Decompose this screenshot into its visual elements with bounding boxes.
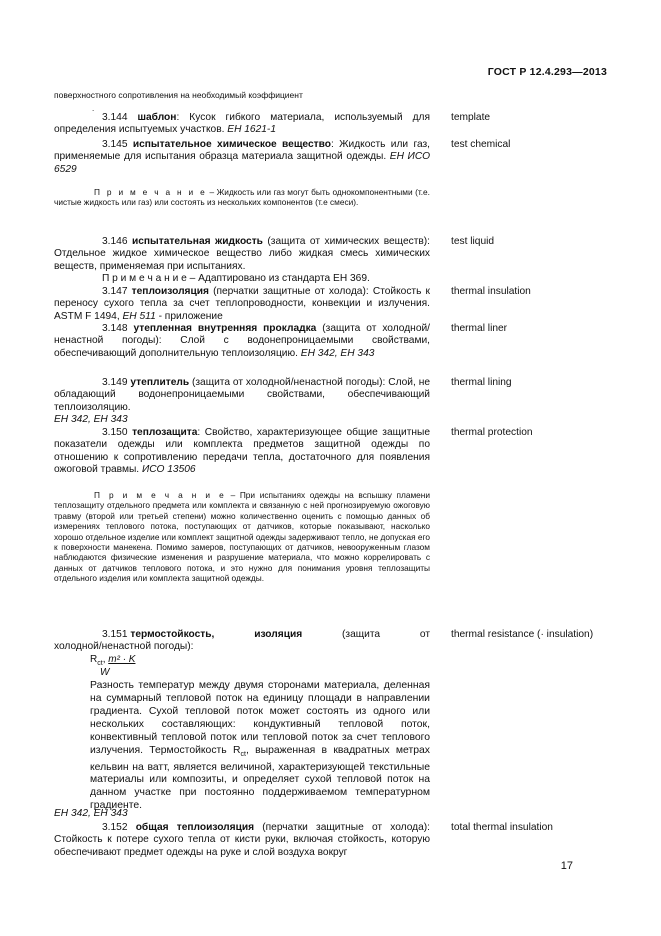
entry-3-148: 3.148 утепленная внутренняя прокладка (защита от холодной/ненастной погоды): Слой с водонепроницаемыми свойствами, обеспечивающий дополнительную теплоизоляцию. ЕН 342, ЕН 343	[54, 323, 430, 359]
reference: ЕН 1621-1	[227, 124, 276, 136]
term: теплозащита	[132, 427, 198, 438]
term: шаблон	[137, 112, 177, 123]
formula-numerator: m² · K	[108, 654, 136, 665]
english-term: thermal insulation	[451, 286, 531, 297]
english-term: test chemical	[451, 139, 511, 150]
entry-3-145: 3.145 испытательное химическое вещество: Жидкость или газ, применяемые для испытания образца материала защитной одежды. ЕН ИСО 6529	[54, 139, 431, 175]
term: теплоизоляция	[131, 286, 209, 297]
entry-3-151-ref	[54, 808, 430, 820]
english-term: test liquid	[451, 236, 495, 247]
term: утепленная внутренняя прокладка	[133, 323, 317, 334]
continuation-dot: .	[92, 104, 95, 113]
entry-3-144: 3.144 шаблон: Кусок гибкого материала, используемый для определения испытуемых участков. ЕН 1621-1	[54, 112, 430, 136]
continuation-text: поверхностного сопротивления на необходимый коэффициент	[54, 90, 303, 100]
reference: ЕН ИСО 6529	[54, 151, 431, 175]
english-term: total thermal insulation	[451, 822, 553, 833]
english-term: thermal liner	[451, 323, 508, 334]
entry-3-147: 3.147 теплоизоляция (перчатки защитные от холода): Стойкость к переносу сухого тепла за счет теплопроводности, конвекции и излучения. ASTM F 1494, ЕН 511 - приложение	[54, 286, 431, 322]
entry-3-150: 3.150 теплозащита: Свойство, характеризующее общие защитные показатели одежды или комплекта предметов защитной одежды по отношению к сопротивлению передачи тепла, достаточного для появления ожоговой травмы. ИСО 13506	[54, 427, 430, 476]
english-term: thermal lining	[451, 377, 512, 388]
term: испытательное химическое вещество	[132, 139, 331, 150]
term: термостойкость	[130, 629, 212, 640]
english-term: thermal resistance (· insulation)	[451, 629, 594, 640]
formula: $R_{ct}$, m² · K W	[90, 654, 136, 678]
entry-3-151-body: Разность температур между двумя сторонами материала, деленная на суммарный тепловой поток на единицу площади в направлении градиента. Сухой тепловой поток может состоять из одного или нескольких составляющих: кондуктивный тепловой поток, конвективный тепловой поток или тепловой поток за счет теплового излучения. Термостойкость $R_{ct}$, выраженная в квадратных метрах кельвин на ватт, является величиной, характеризующей текстильные материалы или композиты, и определяет сухой тепловой поток на данном участке при постоянно поддерживаемом температурном градиенте.	[90, 680, 430, 812]
entry-3-146: 3.146 испытательная жидкость (защита от химических веществ): Отдельное жидкое химическое вещество либо жидкая смесь химических веществ, применяемая при испытаниях. П р и м е ч а н и е – Адаптировано из стандарта ЕН 369.	[54, 236, 431, 285]
english-term: thermal protection	[451, 427, 533, 438]
reference: ЕН 342, ЕН 343	[54, 414, 128, 426]
entry-3-149: 3.149 утеплитель (защита от холодной/ненастной погоды): Слой, не обладающий водонепроницаемыми свойствами, обеспечивающий теплоизоляцию. ЕН 342, ЕН 343	[54, 377, 430, 426]
english-term: template	[451, 112, 491, 123]
formula-denominator: W	[100, 667, 110, 678]
reference: ЕН 342, ЕН 343	[300, 347, 375, 359]
note-3-146: П р и м е ч а н и е – Адаптировано из стандарта ЕН 369.	[102, 273, 370, 285]
entry-3-151: 3.151 термостойкость, изоляция (защита от холодной/ненастной погоды):	[54, 629, 430, 653]
term: утеплитель	[130, 377, 190, 388]
term: изоляция	[254, 629, 303, 640]
note-label: П р и м е ч а н и е	[94, 187, 207, 197]
note-3-150: П р и м е ч а н и е – При испытаниях одежды на вспышку пламени теплозащиту отдельного предмета или комплекта и связанную с ней прогнозируемую ожоговую травму (второй или третьей степени) можно количественно оценить с помощью данных об измерениях теплового потока, поступающих от датчиков, которые показывают, насколько хорошо отдельное изделие или комплект защитной одежды задерживают тепло, не допуская его к поверхности манекена. Помимо замеров, поступающих от датчиков, невооруженным глазом наблюдаются физические изменения и разрушение материала, что можно коррелировать с данных от датчиков теплового потока, и это нужно для понимания уровня теплозащиты отдельного изделия или комплекта защитной одежды.	[54, 490, 430, 584]
term: испытательная жидкость	[131, 236, 263, 247]
reference: ЕН 342, ЕН 343	[54, 808, 128, 819]
document-header: ГОСТ Р 12.4.293—2013	[487, 66, 607, 78]
note-label: П р и м е ч а н и е	[94, 490, 226, 500]
note-3-145: П р и м е ч а н и е – Жидкость или газ могут быть однокомпонентными (т.е. чистые жидкость или газ) или состоять из нескольких компонентов (т.е смеси).	[54, 187, 430, 208]
entry-3-152: 3.152 общая теплоизоляция (перчатки защитные от холода): Стойкость к потере сухого тепла от кисти руки, включая стойкость, которую обеспечивают предмет одежды на руке и слой воздуха вокруг	[54, 822, 431, 858]
page-number: 17	[560, 860, 573, 872]
reference: ЕН 511	[122, 310, 156, 322]
reference: ИСО 13506	[141, 464, 196, 476]
term: общая теплоизоляция	[135, 822, 255, 833]
